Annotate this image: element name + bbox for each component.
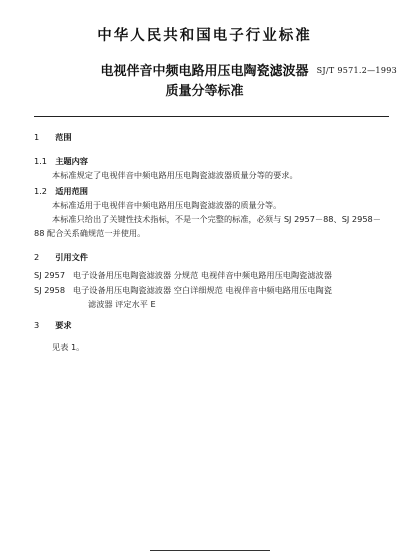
document-title (0, 62, 409, 102)
title-divider (34, 116, 389, 117)
section-1-1-text: 本标准规定了电视伴音中频电路用压电陶瓷滤波器质量分等的要求。 (52, 170, 298, 180)
standard-code: SJ/T 9571.2—1993 (316, 66, 397, 75)
section-1-2-heading: 1.2 适用范围 (34, 186, 88, 196)
section-1-2-text-2: 本标准只给出了关键性技术指标，不是一个完整的标准，必须与 SJ 2957－88、SJ 2958－ (52, 214, 381, 224)
reference-sj2958: SJ 2958 电子设备用压电陶瓷滤波器 空白详细规范 电视伴音中频电路用压电陶瓷 (34, 285, 332, 295)
document-title-line-1: 电视伴音中频电路用压电陶瓷滤波器 (100, 64, 309, 79)
section-3-text: 见表 1。 (52, 342, 85, 352)
section-3-heading: 3 要求 (34, 320, 72, 330)
section-1-2-text-3: 88 配合关系确规范一并使用。 (34, 228, 146, 238)
reference-sj2957: SJ 2957 电子设备用压电陶瓷滤波器 分规范 电视伴音中频电路用压电陶瓷滤波器 (34, 270, 332, 280)
section-1-heading: 1 范围 (34, 132, 72, 142)
reference-sj2958-continuation: 滤波器 评定水平 E (88, 299, 156, 309)
section-1-2-text-1: 本标准适用于电视伴音中频电路用压电陶瓷滤波器的质量分等。 (52, 200, 282, 210)
document-title-line-2: 质量分等标准 (165, 84, 244, 99)
standard-category-title: 中华人民共和国电子行业标准 (97, 28, 312, 44)
section-2-heading: 2 引用文件 (34, 252, 88, 262)
bottom-divider (150, 550, 270, 551)
section-1-1-heading: 1.1 主题内容 (34, 156, 88, 166)
